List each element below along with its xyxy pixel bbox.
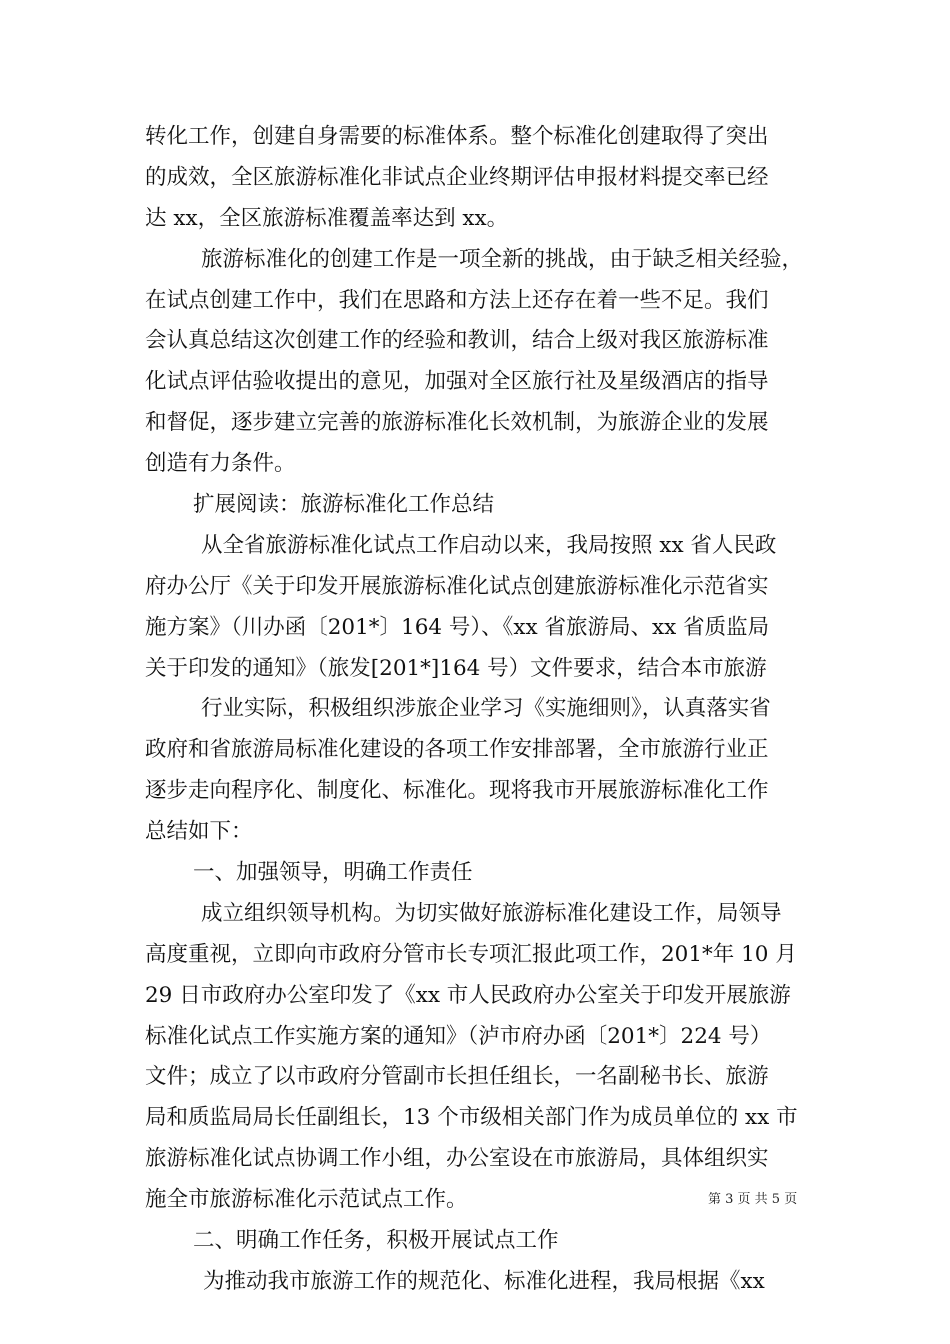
text-line: 施全市旅游标准化示范试点工作。 xyxy=(145,1187,468,1213)
section-heading: 一、加强领导，明确工作责任 xyxy=(193,860,473,886)
text-line: 局和质监局局长任副组长，13 个市级相关部门作为成员单位的 xx 市 xyxy=(145,1105,798,1131)
text-line: 创造有力条件。 xyxy=(145,451,296,477)
section-heading: 二、明确工作任务，积极开展试点工作 xyxy=(193,1228,559,1254)
text-line: 转化工作，创建自身需要的标准体系。整个标准化创建取得了突出 xyxy=(145,124,769,149)
text-line: 文件；成立了以市政府分管副市长担任组长，一名副秘书长、旅游 xyxy=(145,1064,769,1090)
text-line: 会认真总结这次创建工作的经验和教训，结合上级对我区旅游标准 xyxy=(145,328,769,354)
document-body xyxy=(145,117,805,1303)
text-line: 政府和省旅游局标准化建设的各项工作安排部署，全市旅游行业正 xyxy=(145,737,769,763)
text-line: 29 日市政府办公室印发了《xx 市人民政府办公室关于印发开展旅游 xyxy=(145,982,791,1008)
text-line: 成立组织领导机构。为切实做好旅游标准化建设工作，局领导 xyxy=(201,900,782,926)
text-line: 府办公厅《关于印发开展旅游标准化试点创建旅游标准化示范省实 xyxy=(145,573,769,599)
text-line: 标准化试点工作实施方案的通知》（泸市府办函〔201*〕224 号） xyxy=(145,1023,772,1049)
text-line: 逐步走向程序化、制度化、标准化。现将我市开展旅游标准化工作 xyxy=(145,778,769,804)
text-line: 达 xx，全区旅游标准覆盖率达到 xx。 xyxy=(145,205,509,231)
section-heading: 扩展阅读：旅游标准化工作总结 xyxy=(193,492,495,518)
page-number: 第 3 页 共 5 页 xyxy=(708,1192,798,1207)
text-line: 总结如下： xyxy=(145,819,253,845)
text-line: 从全省旅游标准化试点工作启动以来，我局按照 xx 省人民政 xyxy=(201,532,777,558)
text-line: 施方案》（川办函〔201*〕164 号）、《xx 省旅游局、xx 省质监局 xyxy=(145,614,770,640)
text-line: 高度重视，立即向市政府分管市长专项汇报此项工作，201*年 10 月 xyxy=(145,941,797,967)
text-line: 在试点创建工作中，我们在思路和方法上还存在着一些不足。我们 xyxy=(145,287,769,313)
text-line: 化试点评估验收提出的意见，加强对全区旅行社及星级酒店的指导 xyxy=(145,369,769,395)
text-line: 行业实际，积极组织涉旅企业学习《实施细则》，认真落实省 xyxy=(201,696,771,722)
text-line: 旅游标准化的创建工作是一项全新的挑战，由于缺乏相关经验， xyxy=(201,246,804,272)
text-line: 关于印发的通知》（旅发[201*]164 号）文件要求，结合本市旅游 xyxy=(145,655,767,681)
text-line: 为推动我市旅游工作的规范化、标准化进程，我局根据《xx xyxy=(203,1268,765,1294)
text-line: 旅游标准化试点协调工作小组，办公室设在市旅游局，具体组织实 xyxy=(145,1146,769,1172)
text-line: 的成效，全区旅游标准化非试点企业终期评估申报材料提交率已经 xyxy=(145,164,769,190)
text-line: 和督促，逐步建立完善的旅游标准化长效机制，为旅游企业的发展 xyxy=(145,410,769,436)
